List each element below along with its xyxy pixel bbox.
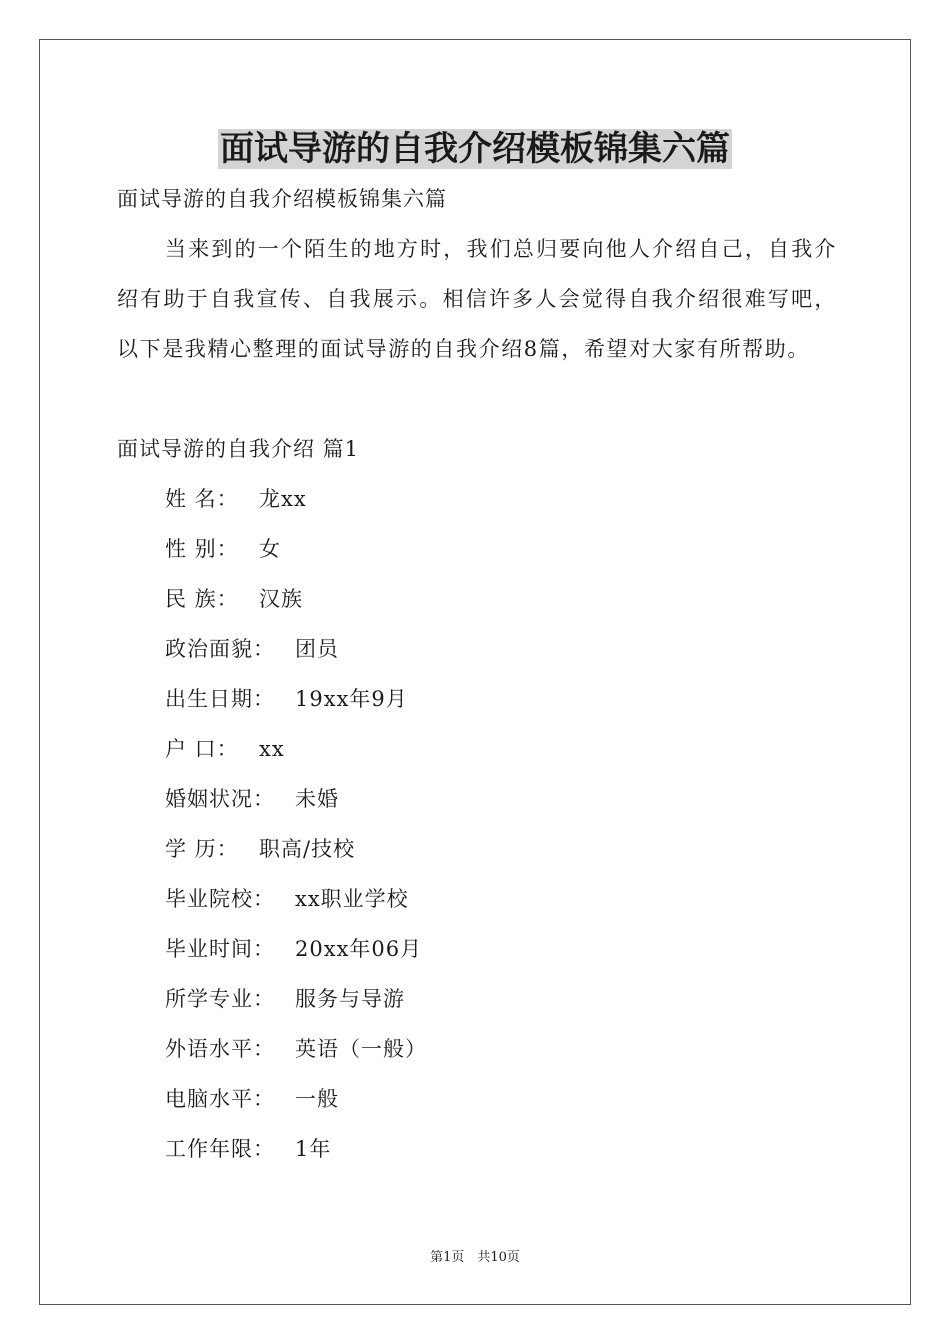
field-row xyxy=(165,574,303,624)
field-value: 汉族 xyxy=(259,587,303,611)
field-value: xx职业学校 xyxy=(295,887,409,911)
field-value: 职高/技校 xyxy=(259,837,356,861)
intro-paragraph: 当来到的一个陌生的地方时，我们总归要向他人介绍自己，自我介绍有助于自我宣传、自我展示。相信许多人会觉得自我介绍很难写吧，以下是我精心整理的面试导游的自我介绍8篇，希望对大家有所帮助。 xyxy=(117,237,837,361)
field-label: 学 历： xyxy=(165,837,239,861)
field-row xyxy=(165,824,355,874)
field-row xyxy=(165,874,409,924)
field-row xyxy=(165,924,422,974)
field-label: 姓 名： xyxy=(165,487,239,511)
field-label: 所学专业： xyxy=(165,987,275,1011)
field-value: 一般 xyxy=(295,1087,339,1111)
field-value: 服务与导游 xyxy=(295,987,405,1011)
field-label: 户 口： xyxy=(165,737,239,761)
page-footer: 第1页 共10页 xyxy=(430,1250,520,1265)
field-value: xx xyxy=(259,737,285,761)
field-value: 1年 xyxy=(295,1137,332,1161)
field-label: 性 别： xyxy=(165,537,239,561)
field-value: 团员 xyxy=(295,637,339,661)
field-label: 外语水平： xyxy=(165,1037,275,1061)
document-title xyxy=(0,124,950,174)
field-value: 英语（一般） xyxy=(295,1037,427,1061)
document-subtitle: 面试导游的自我介绍模板锦集六篇 xyxy=(117,187,447,211)
field-value: 女 xyxy=(259,537,281,561)
field-row xyxy=(165,724,285,774)
field-label: 工作年限： xyxy=(165,1137,275,1161)
field-value: 19xx年9月 xyxy=(295,687,408,711)
field-row xyxy=(165,974,405,1024)
field-label: 政治面貌： xyxy=(165,637,275,661)
field-label: 民 族： xyxy=(165,587,239,611)
field-row xyxy=(165,774,339,824)
field-row xyxy=(165,524,281,574)
field-label: 出生日期： xyxy=(165,687,275,711)
field-value: 未婚 xyxy=(295,787,339,811)
field-value: 龙xx xyxy=(259,487,307,511)
field-row xyxy=(165,474,307,524)
field-row xyxy=(165,1124,331,1174)
field-label: 婚姻状况： xyxy=(165,787,275,811)
field-label: 电脑水平： xyxy=(165,1087,275,1111)
field-label: 毕业时间： xyxy=(165,937,275,961)
field-row xyxy=(165,624,339,674)
field-label: 毕业院校： xyxy=(165,887,275,911)
document-title-text: 面试导游的自我介绍模板锦集六篇 xyxy=(220,129,730,169)
field-row xyxy=(165,1024,427,1074)
section-heading: 面试导游的自我介绍 篇1 xyxy=(117,437,360,461)
field-value: 20xx年06月 xyxy=(295,937,423,961)
field-row xyxy=(165,674,408,724)
field-row xyxy=(165,1074,339,1124)
